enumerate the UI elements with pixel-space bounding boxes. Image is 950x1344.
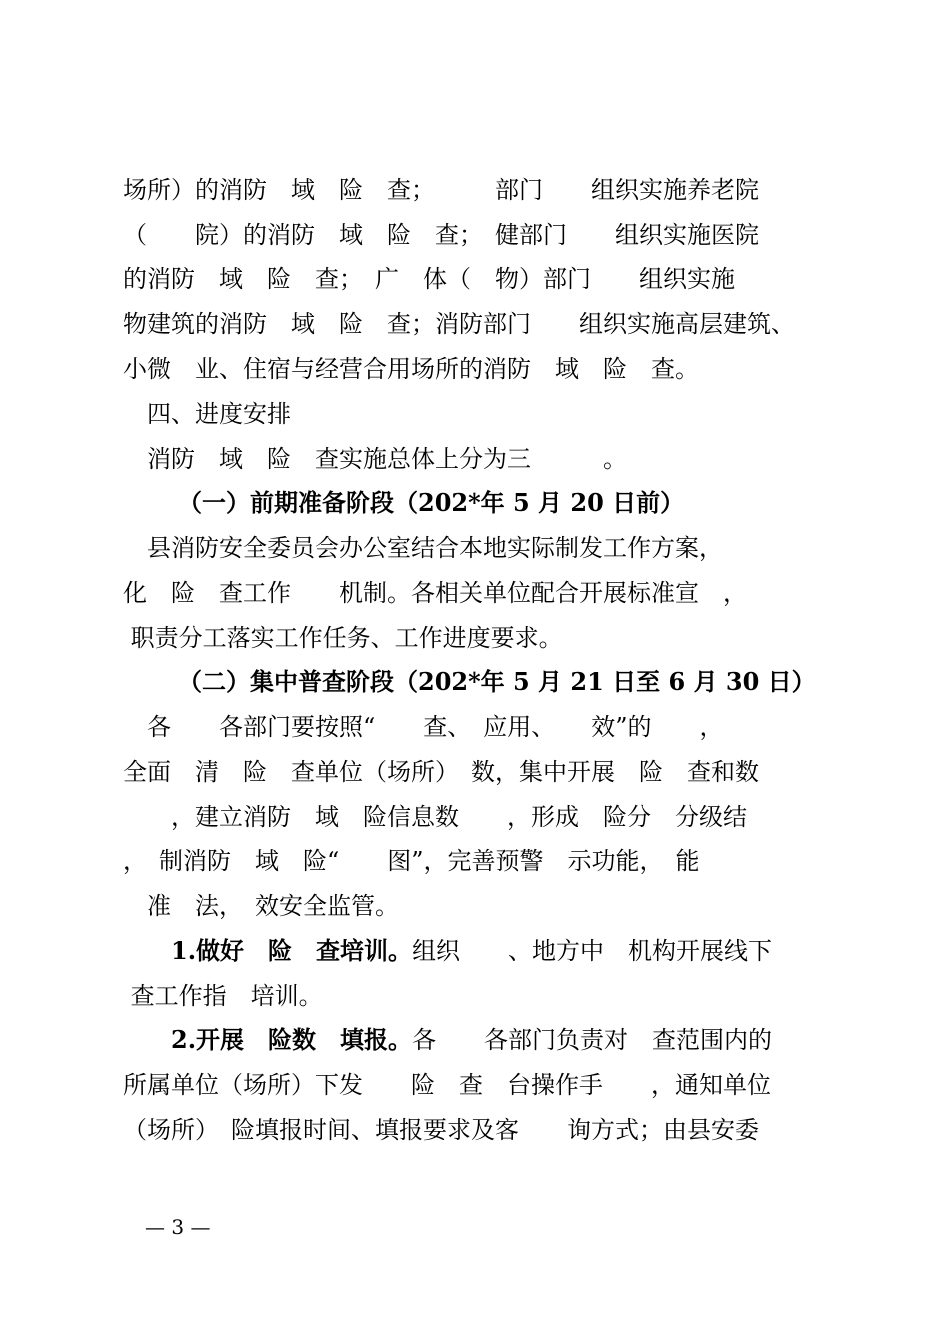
paragraph-line: 消防 域 险 查实施总体上分为三 。 — [123, 445, 627, 473]
item-text: 各 各部门负责对 查范围内的 — [412, 1026, 773, 1054]
paragraph-line: 的消防 域 险 查； 广 体（ 物）部门 组织实施 — [123, 265, 735, 293]
paragraph-line: 各 各部门要按照“ 查、 应用、 效”的 ， — [123, 713, 724, 741]
section-heading: 四、进度安排 — [123, 400, 291, 428]
item-title: 2.开展 险数 填报。 — [171, 1025, 413, 1054]
paragraph-line: 职责分工落实工作任务、工作进度要求。 — [123, 624, 563, 652]
paragraph-line: 场所）的消防 域 险 查； 部门 组织实施养老院 — [123, 176, 759, 204]
paragraph-line: ，建立消防 域 险信息数 ，形成 险分 分级结 — [123, 803, 747, 831]
item-text: 组织 、地方中 机构开展线下 — [412, 937, 773, 965]
page-number: — 3 — — [145, 1215, 211, 1239]
paragraph-line: 物建筑的消防 域 险 查；消防部门 组织实施高层建筑、 — [123, 310, 795, 338]
paragraph-line: 县消防安全委员会办公室结合本地实际制发工作方案， — [123, 534, 723, 562]
paragraph-line: 准 法， 效安全监管。 — [123, 892, 399, 920]
item-title: 1.做好 险 查培训。 — [171, 936, 413, 965]
paragraph-line: 所属单位（场所）下发 险 查 台操作手 ，通知单位 — [123, 1071, 771, 1099]
paragraph-line — [171, 933, 891, 969]
paragraph-line: 查工作指 培训。 — [123, 982, 323, 1010]
paragraph-line: （场所） 险填报时间、填报要求及客 询方式；由县安委 — [123, 1116, 759, 1144]
subsection-heading: （一）前期准备阶段（202*年 5 月 20 日前） — [178, 488, 685, 517]
subsection-heading: （二）集中普查阶段（202*年 5 月 21 日至 6 月 30 日） — [178, 667, 816, 696]
paragraph-line — [171, 1022, 891, 1058]
paragraph-line: （ 院）的消防 域 险 查； 健部门 组织实施医院 — [123, 221, 759, 249]
paragraph-line: 化 险 查工作 机制。各相关单位配合开展标准宣 ， — [123, 579, 747, 607]
paragraph-line: 全面 清 险 查单位（场所） 数，集中开展 险 查和数 — [123, 758, 759, 786]
paragraph-line: ， 制消防 域 险“ 图”，完善预警 示功能， 能 — [123, 847, 700, 875]
paragraph-line: 小微 业、住宿与经营合用场所的消防 域 险 查。 — [123, 355, 699, 383]
